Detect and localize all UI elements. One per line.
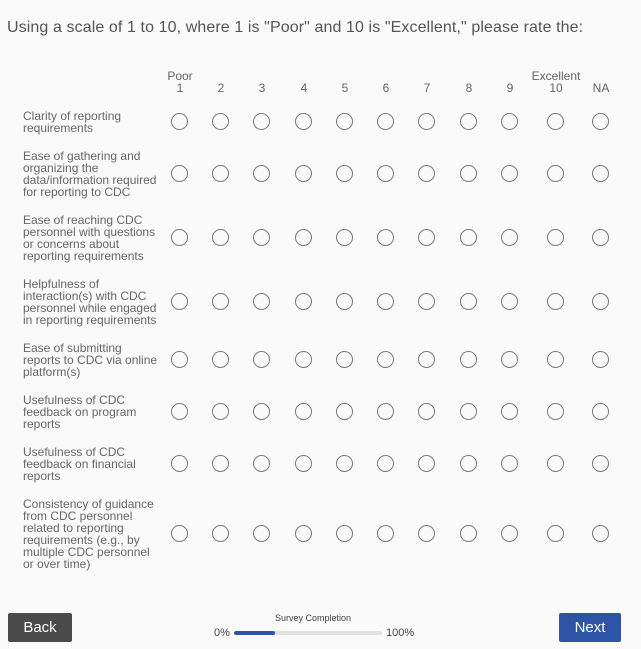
rating-radio-row1-col6[interactable] (377, 113, 394, 130)
rating-radio-row2-col10[interactable] (547, 165, 564, 182)
rating-radio-row1-col2[interactable] (212, 113, 229, 130)
rating-radio-row6-col6[interactable] (377, 403, 394, 420)
rating-radio-row2-col1[interactable] (171, 165, 188, 182)
column-header-bottom: 1 (176, 81, 184, 95)
rating-radio-row2-col4[interactable] (295, 165, 312, 182)
rating-radio-row7-col5[interactable] (336, 455, 353, 472)
row-label-line: related to reporting (23, 521, 124, 535)
rating-radio-row8-col2[interactable] (212, 525, 229, 542)
rating-radio-row6-col9[interactable] (501, 403, 518, 420)
rating-radio-row2-col7[interactable] (418, 165, 435, 182)
rating-radio-row4-col7[interactable] (418, 293, 435, 310)
rating-radio-row5-col9[interactable] (501, 351, 518, 368)
rating-radio-row6-col1[interactable] (171, 403, 188, 420)
row-label-5 (23, 342, 158, 378)
rating-radio-row7-col11[interactable] (592, 455, 609, 472)
column-header-top: Poor (167, 69, 193, 83)
row-label-line: Ease of submitting (23, 341, 122, 355)
rating-radio-row5-col10[interactable] (547, 351, 564, 368)
rating-radio-row5-col7[interactable] (418, 351, 435, 368)
rating-radio-row3-col8[interactable] (460, 229, 477, 246)
row-label-line: data/information required (23, 173, 157, 187)
rating-radio-row3-col1[interactable] (171, 229, 188, 246)
column-header-top: Excellent (531, 69, 581, 83)
rating-radio-row6-col10[interactable] (547, 403, 564, 420)
row-label-line: reporting requirements (23, 249, 144, 263)
rating-radio-row8-col7[interactable] (418, 525, 435, 542)
rating-radio-row7-col3[interactable] (253, 455, 270, 472)
column-header-bottom: 8 (465, 81, 473, 95)
rating-radio-row1-col11[interactable] (592, 113, 609, 130)
column-header-bottom: 10 (549, 81, 563, 95)
row-label-line: organizing the (23, 161, 99, 175)
column-header-bottom: NA (592, 81, 610, 95)
row-label-2 (23, 150, 158, 198)
progress-fill (234, 631, 275, 635)
row-label-8 (23, 498, 158, 570)
rating-radio-row4-col2[interactable] (212, 293, 229, 310)
rating-radio-row3-col10[interactable] (547, 229, 564, 246)
rating-radio-row5-col8[interactable] (460, 351, 477, 368)
rating-radio-row8-col8[interactable] (460, 525, 477, 542)
column-header-bottom: 5 (341, 81, 349, 95)
rating-radio-row8-col9[interactable] (501, 525, 518, 542)
rating-radio-row7-col4[interactable] (295, 455, 312, 472)
rating-radio-row7-col6[interactable] (377, 455, 394, 472)
rating-radio-row5-col6[interactable] (377, 351, 394, 368)
column-header-bottom: 4 (300, 81, 308, 95)
rating-radio-row7-col2[interactable] (212, 455, 229, 472)
column-header-11 (573, 70, 629, 94)
rating-radio-row6-col3[interactable] (253, 403, 270, 420)
rating-radio-row4-col8[interactable] (460, 293, 477, 310)
row-label-line: reports to CDC via online (23, 353, 158, 367)
row-label-line: or over time) (23, 557, 91, 571)
rating-radio-row2-col8[interactable] (460, 165, 477, 182)
row-label-line: Helpfulness of (23, 277, 100, 291)
rating-radio-row2-col11[interactable] (592, 165, 609, 182)
row-label-line: personnel with questions (23, 225, 156, 239)
row-label-line: Ease of gathering and (23, 149, 141, 163)
row-label-line: personnel while engaged (23, 301, 157, 315)
rating-radio-row3-col9[interactable] (501, 229, 518, 246)
rating-radio-row3-col6[interactable] (377, 229, 394, 246)
row-label-line: requirements (e.g., by (23, 533, 140, 547)
progress-title: Survey Completion (274, 613, 352, 623)
rating-radio-row6-col7[interactable] (418, 403, 435, 420)
rating-radio-row5-col5[interactable] (336, 351, 353, 368)
rating-radio-row4-col9[interactable] (501, 293, 518, 310)
rating-radio-row2-col5[interactable] (336, 165, 353, 182)
row-label-line: reports (23, 469, 61, 483)
rating-radio-row3-col5[interactable] (336, 229, 353, 246)
rating-radio-row4-col5[interactable] (336, 293, 353, 310)
rating-radio-row1-col3[interactable] (253, 113, 270, 130)
rating-radio-row3-col7[interactable] (418, 229, 435, 246)
rating-radio-row3-col4[interactable] (295, 229, 312, 246)
rating-radio-row4-col1[interactable] (171, 293, 188, 310)
rating-radio-row7-col9[interactable] (501, 455, 518, 472)
next-button[interactable]: Next (559, 613, 621, 642)
rating-radio-row5-col3[interactable] (253, 351, 270, 368)
rating-radio-row4-col6[interactable] (377, 293, 394, 310)
column-header-bottom: 2 (217, 81, 225, 95)
rating-radio-row1-col1[interactable] (171, 113, 188, 130)
progress-track (234, 631, 382, 635)
rating-radio-row7-col8[interactable] (460, 455, 477, 472)
rating-radio-row6-col5[interactable] (336, 403, 353, 420)
row-label-1 (23, 110, 158, 134)
progress-min-label: 0% (214, 627, 230, 639)
row-label-4 (23, 278, 158, 326)
rating-radio-row8-col4[interactable] (295, 525, 312, 542)
question-text: Using a scale of 1 to 10, where 1 is "Poor" and 10 is "Excellent," please rate the: (7, 19, 584, 36)
rating-radio-row1-col4[interactable] (295, 113, 312, 130)
rating-radio-row2-col6[interactable] (377, 165, 394, 182)
rating-radio-row8-col11[interactable] (592, 525, 609, 542)
row-label-line: Clarity of reporting (23, 109, 122, 123)
rating-radio-row3-col11[interactable] (592, 229, 609, 246)
rating-radio-row5-col1[interactable] (171, 351, 188, 368)
progress-max-label: 100% (386, 627, 415, 639)
row-label-line: Consistency of guidance (23, 497, 154, 511)
row-label-line: from CDC personnel (23, 509, 133, 523)
rating-radio-row8-col6[interactable] (377, 525, 394, 542)
row-label-line: multiple CDC personnel (23, 545, 150, 559)
rating-radio-row4-col11[interactable] (592, 293, 609, 310)
rating-radio-row7-col1[interactable] (171, 455, 188, 472)
row-label-line: Ease of reaching CDC (23, 213, 143, 227)
rating-radio-row3-col2[interactable] (212, 229, 229, 246)
row-label-line: Usefulness of CDC (23, 445, 126, 459)
row-label-line: or concerns about (23, 237, 120, 251)
rating-radio-row1-col8[interactable] (460, 113, 477, 130)
column-header-bottom: 7 (423, 81, 431, 95)
rating-radio-row4-col3[interactable] (253, 293, 270, 310)
row-label-7 (23, 446, 158, 482)
row-label-line: feedback on program (23, 405, 137, 419)
rating-radio-row2-col3[interactable] (253, 165, 270, 182)
row-label-line: interaction(s) with CDC (23, 289, 147, 303)
row-label-line: reports (23, 417, 61, 431)
rating-radio-row8-col5[interactable] (336, 525, 353, 542)
column-header-bottom: 6 (382, 81, 390, 95)
rating-radio-row5-col4[interactable] (295, 351, 312, 368)
rating-radio-row7-col10[interactable] (547, 455, 564, 472)
column-header-bottom: 3 (258, 81, 266, 95)
rating-radio-row6-col11[interactable] (592, 403, 609, 420)
rating-radio-row5-col2[interactable] (212, 351, 229, 368)
rating-radio-row2-col2[interactable] (212, 165, 229, 182)
rating-radio-row1-col7[interactable] (418, 113, 435, 130)
rating-radio-row6-col8[interactable] (460, 403, 477, 420)
rating-radio-row6-col2[interactable] (212, 403, 229, 420)
row-label-3 (23, 214, 158, 262)
rating-radio-row8-col1[interactable] (171, 525, 188, 542)
row-label-line: for reporting to CDC (23, 185, 131, 199)
row-label-line: platform(s) (23, 365, 81, 379)
rating-radio-row8-col3[interactable] (253, 525, 270, 542)
rating-radio-row8-col10[interactable] (547, 525, 564, 542)
row-label-line: feedback on financial (23, 457, 136, 471)
row-label-line: requirements (23, 121, 94, 135)
rating-radio-row2-col9[interactable] (501, 165, 518, 182)
rating-radio-row3-col3[interactable] (253, 229, 270, 246)
back-button[interactable]: Back (8, 613, 72, 642)
column-header-bottom: 9 (506, 81, 514, 95)
rating-radio-row5-col11[interactable] (592, 351, 609, 368)
rating-radio-row1-col5[interactable] (336, 113, 353, 130)
rating-radio-row1-col9[interactable] (501, 113, 518, 130)
rating-radio-row7-col7[interactable] (418, 455, 435, 472)
row-label-6 (23, 394, 158, 430)
row-label-line: Usefulness of CDC (23, 393, 126, 407)
rating-radio-row1-col10[interactable] (547, 113, 564, 130)
row-label-line: in reporting requirements (23, 313, 157, 327)
rating-radio-row4-col4[interactable] (295, 293, 312, 310)
rating-radio-row4-col10[interactable] (547, 293, 564, 310)
rating-radio-row6-col4[interactable] (295, 403, 312, 420)
